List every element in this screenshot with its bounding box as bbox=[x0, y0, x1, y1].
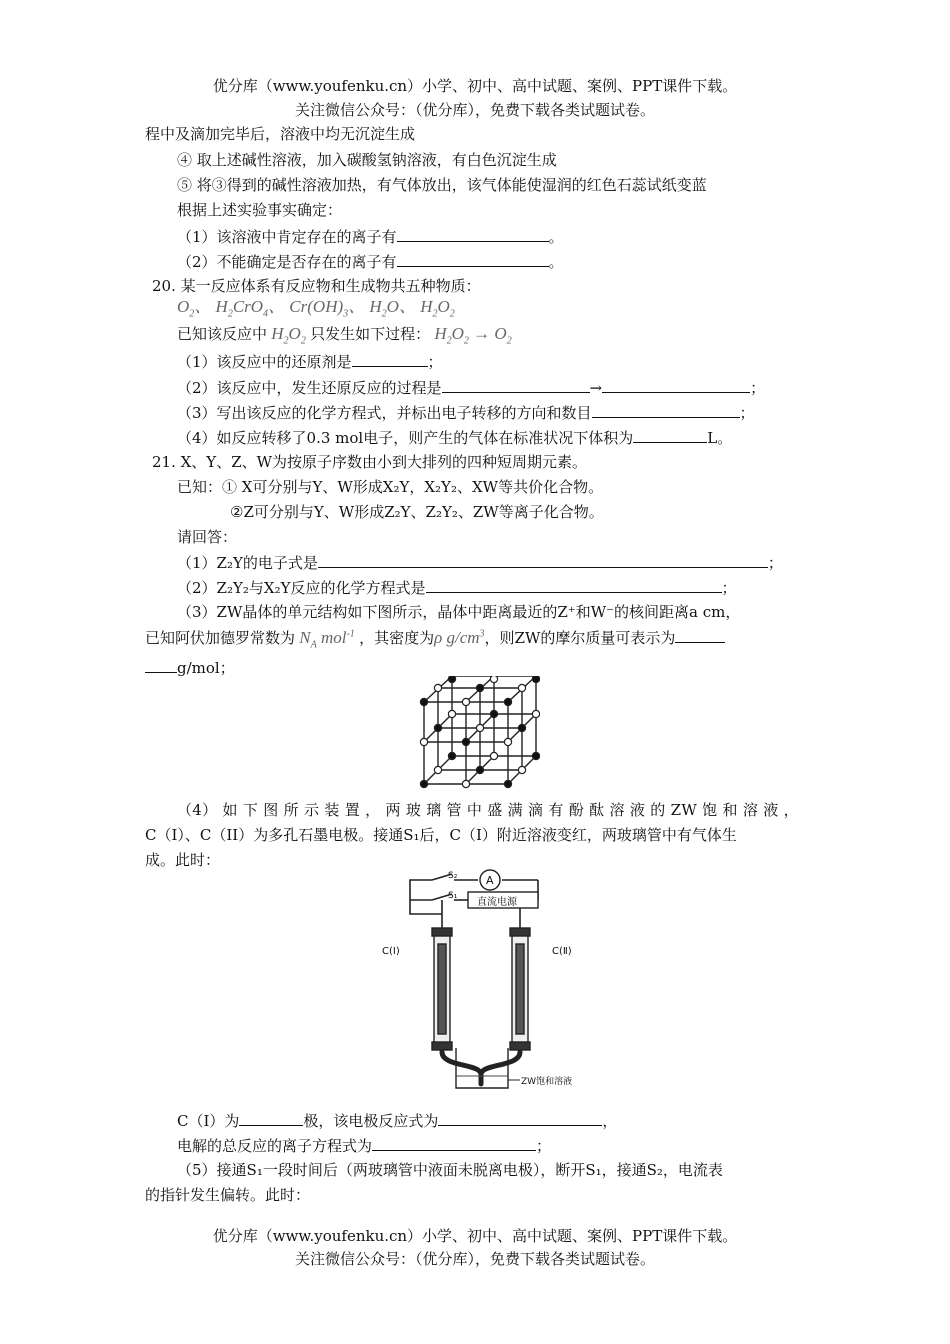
q20-part-2: （2）该反应中，发生还原反应的过程是 → ； bbox=[177, 379, 766, 397]
answer-blank[interactable] bbox=[426, 577, 722, 593]
q21-part-5: （5）接通S₁一段时间后（两玻璃管中液面未脱离电极），断开S₁，接通S₂，电流表 bbox=[177, 1161, 723, 1179]
q21-ask: 请回答： bbox=[177, 528, 238, 546]
answer-blank[interactable] bbox=[397, 251, 549, 267]
answer-blank[interactable] bbox=[239, 1110, 303, 1126]
q21-part-1: （1）Z₂Y的电子式是 ； bbox=[177, 554, 783, 572]
ammeter-label: A bbox=[486, 874, 494, 887]
q21-part-4-cont2: 成。此时： bbox=[145, 851, 221, 869]
q21-part-4-answer-2: 电解的总反应的离子方程式为 ； bbox=[177, 1137, 552, 1155]
q20-part-4: （4）如反应转移了0.3 mol电子，则产生的气体在标准状况下体积为 L。 bbox=[177, 429, 733, 447]
q21-known-1: 已知：① X可分别与Y、W形成X₂Y，X₂Y₂、XW等共价化合物。 bbox=[177, 478, 604, 496]
q19-step-4: ④ 取上述碱性溶液，加入碳酸氢钠溶液，有白色沉淀生成 bbox=[177, 151, 557, 169]
q21-part-3-cont: 已知阿伏加德罗常数为 $N_A$ mol$^{-1}$ ，其密度为ρ $g/cm^3$，则ZW的摩尔质量可表示为 bbox=[145, 627, 725, 648]
q21-known-2: ②Z可分别与Y、W形成Z₂Y、Z₂Y₂、ZW等离子化合物。 bbox=[230, 503, 604, 521]
answer-blank[interactable] bbox=[318, 552, 768, 568]
q21-title: 21. X、Y、Z、W为按原子序数由小到大排列的四种短周期元素。 bbox=[152, 453, 588, 471]
q20-part-3: （3）写出该反应的化学方程式，并标出电子转移的方向和数目 ； bbox=[177, 404, 755, 422]
answer-blank[interactable] bbox=[442, 377, 590, 393]
answer-blank[interactable] bbox=[602, 377, 750, 393]
answer-blank[interactable] bbox=[352, 351, 428, 367]
q19-conclusion: 根据上述实验事实确定： bbox=[177, 201, 343, 219]
q19-part-1: （1）该溶液中肯定存在的离子有 。 bbox=[177, 228, 564, 246]
q21-part-4-cont: C（I）、C（II）为多孔石墨电极。接通S₁后，C（I）附近溶液变红，两玻璃管中有气体生 bbox=[145, 826, 737, 844]
header-line-1: 优分库（www.youfenku.cn）小学、初中、高中试题、案例、PPT课件下载。 bbox=[212, 77, 738, 95]
q21-part-4-answer-1: C（I）为 极，该电极反应式为 ， bbox=[177, 1112, 618, 1130]
solution-label: ZW饱和溶液 bbox=[521, 1077, 573, 1087]
q19-line: 程中及滴加完毕后，溶液中均无沉淀生成 bbox=[145, 125, 416, 143]
q20-given: 已知该反应中 $H_2O_2$ 只发生如下过程： $H_2O_2 \to O_2$ bbox=[177, 324, 512, 347]
switch-s2-label: S₂ bbox=[448, 871, 458, 881]
q20-part-1: （1）该反应中的还原剂是 ； bbox=[177, 353, 443, 371]
answer-blank[interactable] bbox=[397, 226, 549, 242]
q21-part-3-unit: g/mol； bbox=[145, 657, 235, 678]
answer-blank[interactable] bbox=[592, 402, 740, 418]
electrolysis-apparatus-figure bbox=[380, 866, 602, 1091]
footer-line-2: 关注微信公众号：（优分库），免费下载各类试题试卷。 bbox=[294, 1250, 655, 1268]
glass-tubes bbox=[432, 928, 530, 1050]
answer-blank[interactable] bbox=[675, 627, 725, 643]
answer-blank[interactable] bbox=[438, 1110, 602, 1126]
q21-part-4: （4） 如 下 图 所 示 装 置 ， 两 玻 璃 管 中 盛 满 滴 有 酚 酞 溶 液 的 ZW 饱 和 溶 液 ， bbox=[177, 801, 799, 819]
q20-substances: $O_2$、 $H_2CrO_4$、 $Cr(OH)_3$、 $H_2O$、 $H_2O_2$ bbox=[177, 297, 455, 320]
electrode-left-label: C(Ⅰ) bbox=[382, 946, 400, 957]
footer-line-1: 优分库（www.youfenku.cn）小学、初中、高中试题、案例、PPT课件下载。 bbox=[212, 1227, 738, 1245]
q21-part-3: （3）ZW晶体的单元结构如下图所示，晶体中距离最近的Z⁺和W⁻的核间距离a cm， bbox=[177, 603, 741, 621]
q21-part-2: （2）Z₂Y₂与X₂Y反应的化学方程式是 ； bbox=[177, 579, 737, 597]
answer-blank[interactable] bbox=[145, 657, 177, 673]
crystal-unit-cell-figure bbox=[418, 676, 540, 790]
q19-part-2: （2）不能确定是否存在的离子有 。 bbox=[177, 253, 564, 271]
q19-step-5: ⑤ 将③得到的碱性溶液加热，有气体放出，该气体能使湿润的红色石蕊试纸变蓝 bbox=[177, 176, 707, 194]
electrode-right-label: C(Ⅱ) bbox=[552, 946, 572, 957]
header-line-2: 关注微信公众号：（优分库），免费下载各类试题试卷。 bbox=[294, 101, 655, 119]
power-supply-label: 直流电源 bbox=[477, 897, 517, 908]
answer-blank[interactable] bbox=[372, 1135, 536, 1151]
answer-blank[interactable] bbox=[633, 427, 707, 443]
q20-title: 20. 某一反应体系有反应物和生成物共五种物质： bbox=[152, 277, 481, 295]
q21-part-5-cont: 的指针发生偏转。此时： bbox=[145, 1186, 311, 1204]
switch-s1-label: S₁ bbox=[448, 891, 458, 901]
